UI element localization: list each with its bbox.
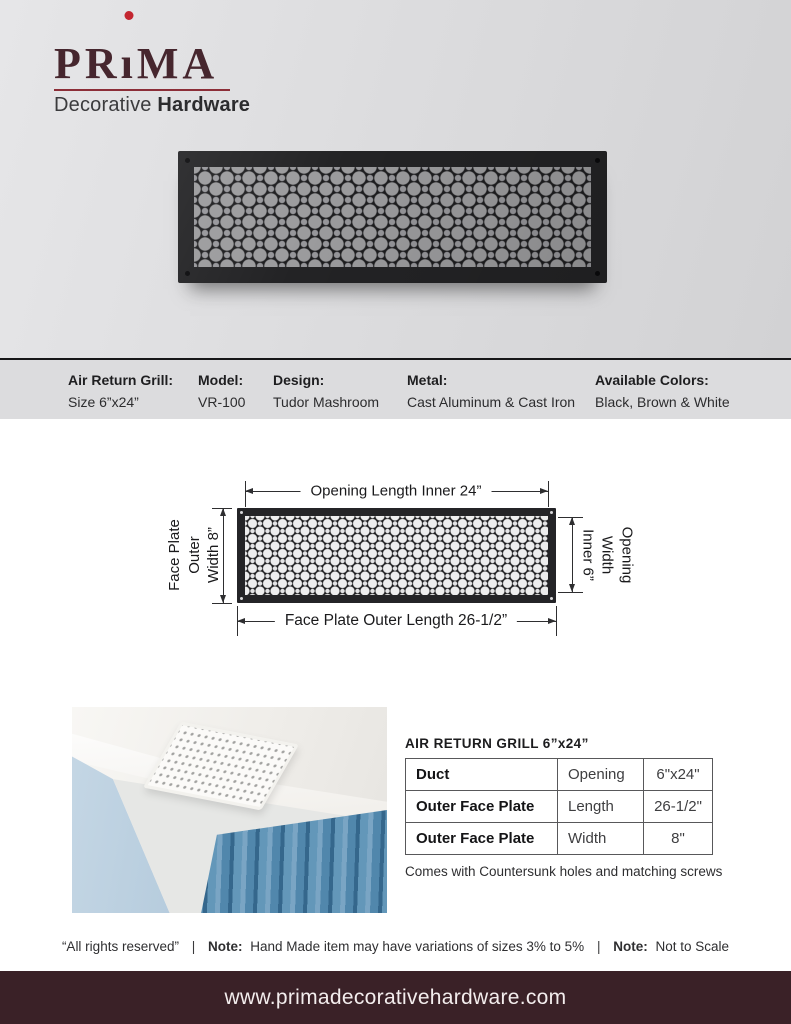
brand-part-1: PR	[54, 39, 121, 88]
info-item-metal	[407, 371, 575, 411]
table-cell: Length	[558, 791, 644, 823]
note-label: Note:	[613, 939, 648, 954]
dim-label-line: Width 8”	[204, 527, 222, 583]
table-cell: Opening	[558, 759, 644, 791]
info-value: Cast Aluminum & Cast Iron	[407, 394, 576, 411]
note-text-1: Hand Made item may have variations of sizes 3% to 5%	[250, 939, 585, 954]
extension-line	[556, 606, 557, 636]
extension-line	[558, 592, 583, 593]
extension-line	[245, 481, 246, 507]
dimension-line-right	[572, 517, 573, 592]
table-cell: 8"	[644, 823, 713, 855]
note-label: Note:	[208, 939, 243, 954]
table-cell: Outer Face Plate	[406, 791, 558, 823]
dim-label-line: Opening	[618, 526, 636, 584]
website-url[interactable]: www.primadecorativehardware.com	[224, 985, 567, 1009]
dim-label-line: Face Plate	[165, 519, 183, 591]
info-value: VR-100	[198, 394, 246, 411]
dim-label-line: Outer	[185, 536, 203, 574]
product-photo-grill	[178, 151, 607, 283]
screw-hole-icon	[185, 271, 190, 276]
logo-dot-icon	[124, 11, 133, 20]
brand-logo	[54, 39, 251, 117]
grill-pattern	[194, 167, 591, 267]
separator: |	[191, 939, 196, 954]
info-value: Black, Brown & White	[595, 394, 730, 411]
footer-bar	[0, 971, 791, 1024]
separator: |	[596, 939, 601, 954]
screw-hole-icon	[595, 271, 600, 276]
screw-hole-icon	[240, 597, 243, 600]
screw-hole-icon	[595, 158, 600, 163]
table-row	[406, 791, 713, 823]
screw-hole-icon	[550, 597, 553, 600]
info-label: Model:	[198, 372, 244, 388]
extension-line	[212, 603, 232, 604]
diagram-grill-pattern	[245, 516, 548, 595]
tagline-regular: Decorative	[54, 94, 152, 116]
info-label: Available Colors:	[595, 372, 709, 388]
info-label: Design:	[273, 372, 325, 388]
dimension-label-opening-length: Opening Length Inner 24”	[301, 483, 492, 500]
spec-note: Comes with Countersunk holes and matching screws	[405, 864, 723, 879]
info-item-model	[198, 371, 245, 411]
screw-hole-icon	[185, 158, 190, 163]
info-bar	[0, 360, 791, 419]
dimension-label-opening-width	[578, 527, 637, 584]
dimension-diagram	[0, 420, 791, 710]
screw-hole-icon	[240, 511, 243, 514]
info-label: Air Return Grill:	[68, 372, 174, 388]
brand-letter-i: ı	[121, 42, 137, 86]
screw-hole-icon	[550, 511, 553, 514]
spec-title: AIR RETURN GRILL 6”x24”	[405, 736, 589, 751]
note-text-2: Not to Scale	[655, 939, 730, 954]
rights-text: “All rights reserved”	[61, 939, 179, 954]
logo-underline	[54, 89, 230, 91]
brand-part-2: MA	[136, 39, 219, 88]
info-item-colors	[595, 371, 730, 411]
table-cell: 26-1/2"	[644, 791, 713, 823]
table-cell: Duct	[406, 759, 558, 791]
spec-table	[405, 758, 713, 855]
dimension-label-outer-length: Face Plate Outer Length 26-1/2”	[275, 612, 517, 630]
table-row	[406, 823, 713, 855]
info-value: Size 6”x24”	[68, 394, 139, 411]
info-label: Metal:	[407, 372, 448, 388]
brand-wordmark	[54, 39, 232, 88]
footnote	[0, 939, 791, 954]
dim-label-line: Inner 6”	[579, 529, 597, 581]
table-cell: Outer Face Plate	[406, 823, 558, 855]
extension-line	[548, 481, 549, 507]
dim-label-line: Width	[598, 535, 616, 575]
room-photo	[72, 707, 387, 913]
table-cell: Width	[558, 823, 644, 855]
brand-tagline	[54, 94, 251, 117]
hero-section	[0, 0, 791, 358]
dimension-label-outer-width	[165, 519, 224, 591]
table-cell: 6"x24"	[644, 759, 713, 791]
table-row	[406, 759, 713, 791]
diagram-grill	[237, 508, 556, 603]
info-item-air-return-grill	[68, 371, 173, 411]
info-value: Tudor Mashroom	[273, 394, 380, 411]
info-item-design	[273, 371, 379, 411]
tagline-bold: Hardware	[157, 94, 251, 116]
